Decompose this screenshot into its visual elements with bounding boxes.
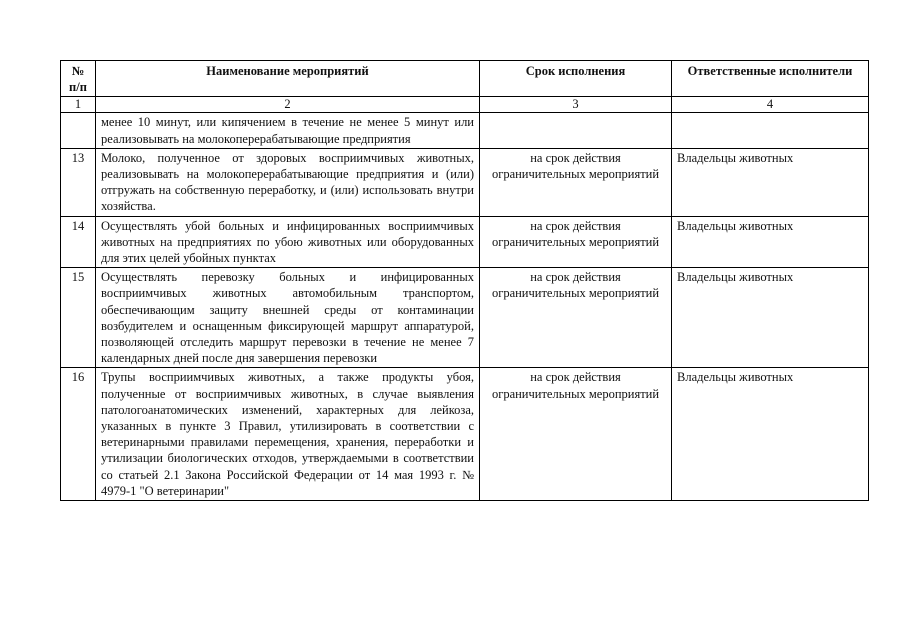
measure-name: Молоко, полученное от здоровых восприимчивых животных, реализовывать на молокоперерабатывающие предприятия и (или) отгружать на собственную переработку, и (или) использовать внутри хозяйства. bbox=[96, 148, 480, 216]
column-index: 4 bbox=[672, 97, 869, 113]
measure-responsible bbox=[672, 113, 869, 148]
measure-name: менее 10 минут, или кипячением в течение не менее 5 минут или реализовывать на молокоперерабатывающие предприятия bbox=[96, 113, 480, 148]
measure-responsible: Владельцы животных bbox=[672, 148, 869, 216]
table-row bbox=[61, 216, 869, 268]
column-index: 2 bbox=[96, 97, 480, 113]
row-number: 14 bbox=[61, 216, 96, 268]
row-number: 13 bbox=[61, 148, 96, 216]
measure-name: Осуществлять перевозку больных и инфицированных восприимчивых животных автомобильным транспортом, обеспечивающим защиту внешней среды от контаминации возбудителем и оснащенным фиксирующей маршрут аппаратурой, позволяющей отследить маршрут перевозки в течение не менее 7 календарных дней после дня завершения перевозки bbox=[96, 268, 480, 368]
table-row bbox=[61, 113, 869, 148]
column-index-row bbox=[61, 97, 869, 113]
measure-responsible: Владельцы животных bbox=[672, 216, 869, 268]
measure-name: Трупы восприимчивых животных, а также продукты убоя, полученные от восприимчивых животных, в случае выявления патологоанатомических изменений, характерных для лейкоза, указанных в пункте 3 Правил, утилизировать в соответствии с ветеринарными правилами перемещения, хранения, переработки и утилизации биологических отходов, утверждаемыми в соответствии со статьей 2.1 Закона Российской Федерации от 14 мая 1993 г. № 4979-1 "О ветеринарии" bbox=[96, 368, 480, 501]
row-number: 15 bbox=[61, 268, 96, 368]
column-index: 3 bbox=[480, 97, 672, 113]
header-responsible: Ответственные исполнители bbox=[672, 61, 869, 97]
measure-term: на срок действия ограничительных мероприятий bbox=[480, 268, 672, 368]
header-num: № п/п bbox=[61, 61, 96, 97]
measure-name: Осуществлять убой больных и инфицированных восприимчивых животных на предприятиях по убою животных или оборудованных для этих целей убойных пунктах bbox=[96, 216, 480, 268]
table-row bbox=[61, 368, 869, 501]
measure-responsible: Владельцы животных bbox=[672, 268, 869, 368]
measure-term bbox=[480, 113, 672, 148]
measure-term: на срок действия ограничительных мероприятий bbox=[480, 368, 672, 501]
row-number: 16 bbox=[61, 368, 96, 501]
column-index: 1 bbox=[61, 97, 96, 113]
measures-table bbox=[60, 60, 869, 501]
table-header-row bbox=[61, 61, 869, 97]
table-row bbox=[61, 148, 869, 216]
header-term: Срок исполнения bbox=[480, 61, 672, 97]
table-row bbox=[61, 268, 869, 368]
row-number bbox=[61, 113, 96, 148]
measure-term: на срок действия ограничительных мероприятий bbox=[480, 216, 672, 268]
measure-responsible: Владельцы животных bbox=[672, 368, 869, 501]
measure-term: на срок действия ограничительных мероприятий bbox=[480, 148, 672, 216]
header-name: Наименование мероприятий bbox=[96, 61, 480, 97]
